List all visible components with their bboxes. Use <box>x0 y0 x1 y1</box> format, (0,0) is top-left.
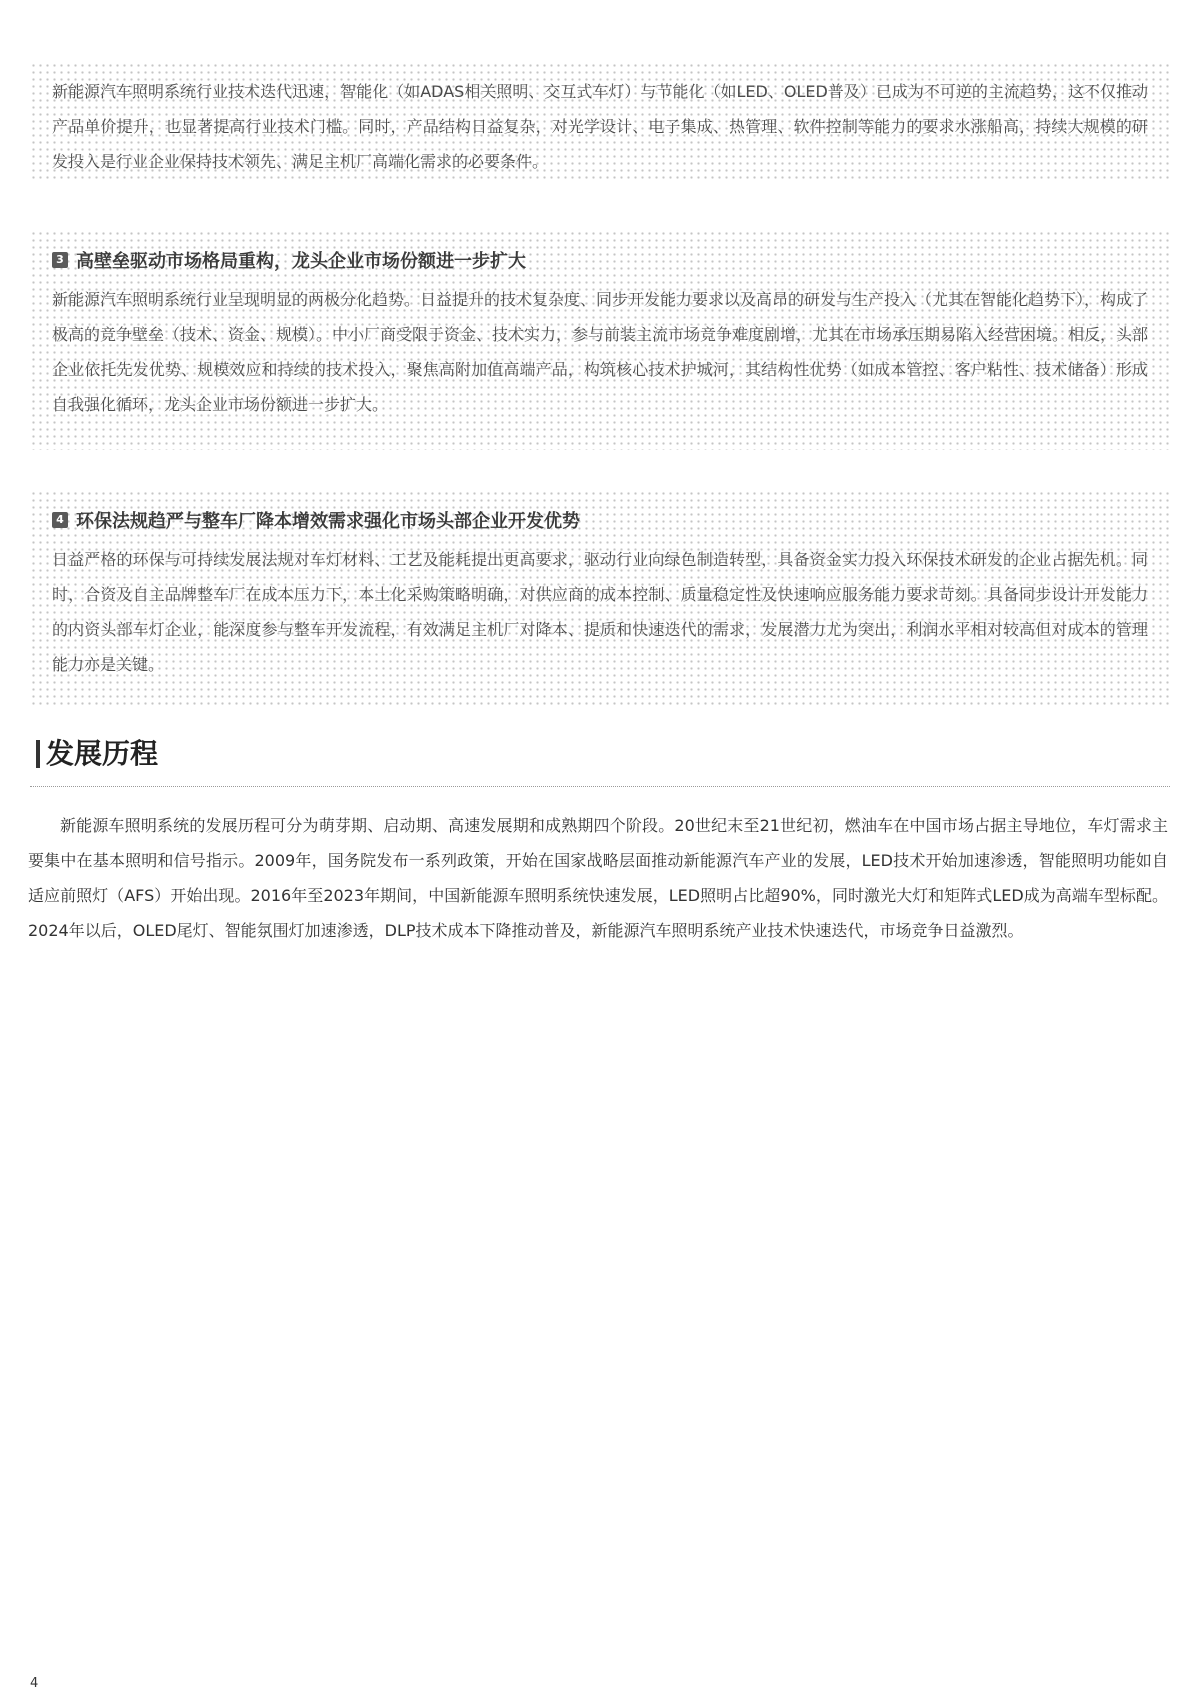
section-title: 发展历程 <box>46 737 159 770</box>
section-bar-divider <box>36 740 40 768</box>
panel-heading <box>52 242 1148 278</box>
panel-paragraph: 日益严格的环保与可持续发展法规对车灯材料、工艺及能耗提出更高要求，驱动行业向绿色制造转型，具备资金实力投入环保技术研发的企业占据先机。同时，合资及自主品牌整车厂在成本压力下，本土化采购策略明确，对供应商的成本控制、质量稳定性及快速响应服务能力要求苛刻。具备同步设计开发能力的内资头部车灯企业，能深度参与整车开发流程，有效满足主机厂对降本、提质和快速迭代的需求，发展潜力尤为突出，利润水平相对较高但对成本的管理能力亦是关键。 <box>52 550 1148 674</box>
page-number: 4 <box>30 1676 39 1691</box>
section-divider <box>30 786 1170 787</box>
number-badge-icon: 4 <box>52 512 68 528</box>
panel-paragraph: 新能源汽车照明系统行业呈现明显的两极分化趋势。日益提升的技术复杂度、同步开发能力要求以及高昂的研发与生产投入（尤其在智能化趋势下），构成了极高的竞争壁垒（技术、资金、规模）。中小厂商受限于资金、技术实力，参与前装主流市场竞争难度剧增，尤其在市场承压期易陷入经营困境。相反，头部企业依托先发优势、规模效应和持续的技术投入，聚焦高附加值高端产品，构筑核心技术护城河，其结构性优势（如成本管控、客户粘性、技术储备）形成自我强化循环，龙头企业市场份额进一步扩大。 <box>52 290 1149 414</box>
section-body-paragraph: 新能源车照明系统的发展历程可分为萌芽期、启动期、高速发展期和成熟期四个阶段。20世纪末至21世纪初，燃油车在中国市场占据主导地位，车灯需求主要集中在基本照明和信号指示。2009年，国务院发布一系列政策，开始在国家战略层面推动新能源汽车产业的发展，LED技术开始加速渗透，智能照明功能如自适应前照灯（AFS）开始出现。2016年至2023年期间，中国新能源车照明系统快速发展，LED照明占比超90%，同时激光大灯和矩阵式LED成为高端车型标配。2024年以后，OLED尾灯、智能氛围灯加速渗透，DLP技术成本下降推动普及，新能源汽车照明系统产业技术快速迭代，市场竞争日益激烈。 <box>28 816 1168 940</box>
info-panel-regulation <box>30 490 1170 708</box>
panel-heading-text: 高壁垒驱动市场格局重构，龙头企业市场份额进一步扩大 <box>76 251 526 272</box>
number-badge-icon: 3 <box>52 252 68 268</box>
panel-paragraph: 新能源汽车照明系统行业技术迭代迅速，智能化（如ADAS相关照明、交互式车灯）与节能化（如LED、OLED普及）已成为不可逆的主流趋势，这不仅推动产品单价提升，也显著提高行业技术门槛。同时，产品结构日益复杂，对光学设计、电子集成、热管理、软件控制等能力的要求水涨船高，持续大规模的研发投入是行业企业保持技术领先、满足主机厂高端化需求的必要条件。 <box>52 82 1148 171</box>
panel-heading <box>52 502 1148 538</box>
panel-heading-text: 环保法规趋严与整车厂降本增效需求强化市场头部企业开发优势 <box>76 511 580 532</box>
info-panel-trend <box>30 62 1170 180</box>
info-panel-barriers <box>30 230 1170 450</box>
section-header <box>30 732 1170 782</box>
